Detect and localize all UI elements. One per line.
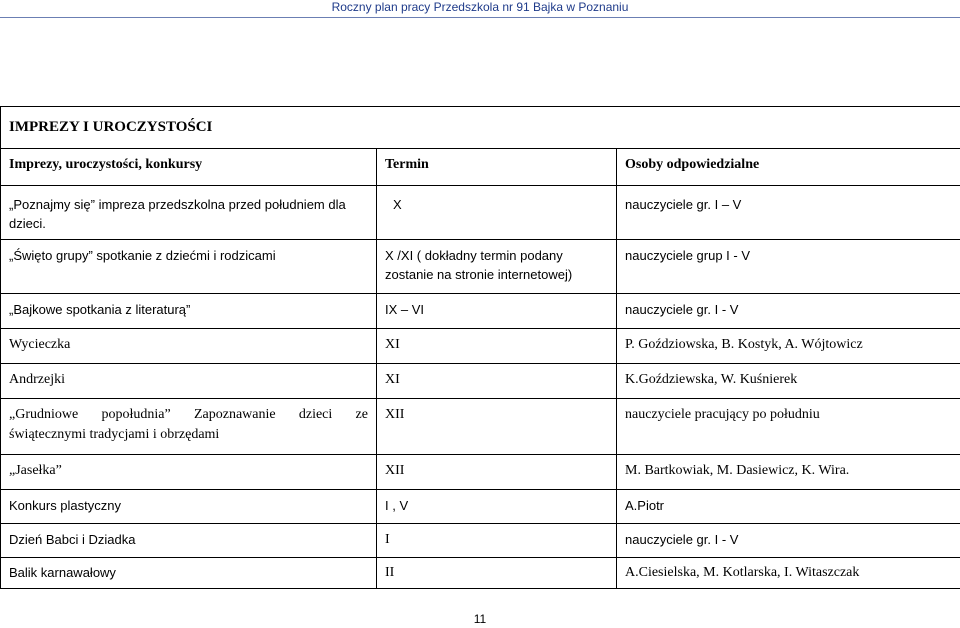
people-cell: nauczyciele gr. I – V <box>617 186 960 240</box>
term-cell: X /XI ( dokładny termin podany zostanie na stronie internetowej) <box>377 240 617 294</box>
term-cell: I , V <box>377 490 617 524</box>
people-cell: nauczyciele grup I - V <box>617 240 960 294</box>
table-row <box>1 186 960 240</box>
column-header-events: Imprezy, uroczystości, konkursy <box>1 149 377 186</box>
people-cell: nauczyciele pracujący po południu <box>617 399 960 455</box>
table-row <box>1 364 960 399</box>
event-cell: „Poznajmy się” impreza przedszkolna przed południem dla dzieci. <box>1 186 377 240</box>
people-cell: A.Ciesielska, M. Kotlarska, I. Witaszczak <box>617 558 960 589</box>
table-row <box>1 490 960 524</box>
column-header-people: Osoby odpowiedzialne <box>617 149 960 186</box>
section-title: IMPREZY I UROCZYSTOŚCI <box>1 107 960 149</box>
event-cell: „Grudniowe popołudnia” Zapoznawanie dzieci ze świątecznymi tradycjami i obrzędami <box>1 399 377 455</box>
term-cell: XII <box>377 455 617 490</box>
page-header: Roczny plan pracy Przedszkola nr 91 Bajka w Poznaniu <box>331 0 629 14</box>
column-header-term: Termin <box>377 149 617 186</box>
people-cell: nauczyciele gr. I - V <box>617 294 960 329</box>
event-cell: Balik karnawałowy <box>1 558 377 589</box>
term-cell: IX – VI <box>377 294 617 329</box>
term-cell: II <box>377 558 617 589</box>
event-cell: Konkurs plastyczny <box>1 490 377 524</box>
table-row <box>1 455 960 490</box>
event-cell: Dzień Babci i Dziadka <box>1 524 377 558</box>
people-cell: P. Goździowska, B. Kostyk, A. Wójtowicz <box>617 329 960 364</box>
term-cell: XI <box>377 329 617 364</box>
table-row <box>1 558 960 589</box>
event-cell: „Bajkowe spotkania z literaturą” <box>1 294 377 329</box>
page-number: 11 <box>473 612 487 626</box>
term-cell: XII <box>377 399 617 455</box>
event-cell: „Jasełka” <box>1 455 377 490</box>
event-cell: Andrzejki <box>1 364 377 399</box>
table-row <box>1 524 960 558</box>
people-cell: nauczyciele gr. I - V <box>617 524 960 558</box>
table-row <box>1 294 960 329</box>
event-cell: „Święto grupy” spotkanie z dziećmi i rodzicami <box>1 240 377 294</box>
events-table <box>0 106 960 589</box>
term-cell: I <box>377 524 617 558</box>
people-cell: K.Goździewska, W. Kuśnierek <box>617 364 960 399</box>
people-cell: M. Bartkowiak, M. Dasiewicz, K. Wira. <box>617 455 960 490</box>
table-row <box>1 240 960 294</box>
event-cell: Wycieczka <box>1 329 377 364</box>
table-row <box>1 329 960 364</box>
term-cell: X <box>377 186 617 240</box>
term-cell: XI <box>377 364 617 399</box>
header-divider <box>0 17 960 18</box>
table-row <box>1 399 960 455</box>
people-cell: A.Piotr <box>617 490 960 524</box>
